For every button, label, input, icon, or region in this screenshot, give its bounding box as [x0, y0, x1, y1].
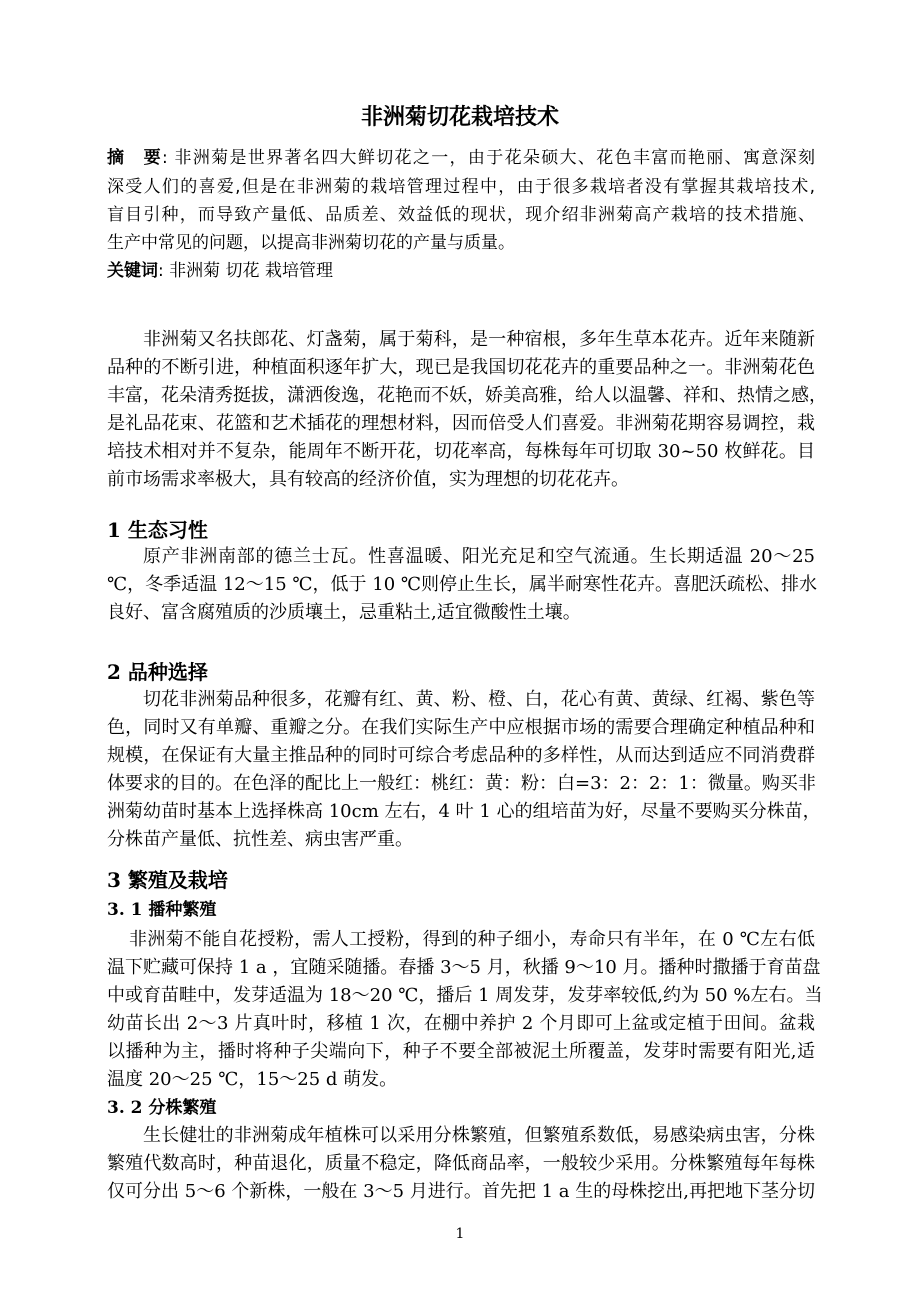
- text-line: 培技术相对并不复杂，能周年不断开花，切花率高，每株每年可切取 30~50 枚鲜花。目: [107, 441, 815, 462]
- keywords-line: 关键词: 非洲菊 切花 栽培管理: [107, 261, 333, 281]
- text-line: 丰富，花朵清秀挺拔，潇洒俊逸，花艳而不妖，娇美高雅，给人以温馨、祥和、热情之感，: [107, 385, 827, 406]
- text-line: 中或育苗畦中，发芽适温为 18～20 ℃，播后 1 周发芽，发芽率较低,约为 50 %左右。当: [107, 985, 823, 1006]
- document-title: 非洲菊切花栽培技术: [360, 105, 559, 130]
- text-line: ℃，冬季适温 12～15 ℃，低于 10 ℃则停止生长，属半耐寒性花卉。喜肥沃疏松、排水: [107, 574, 818, 595]
- section-heading: 1 生态习性: [107, 518, 208, 542]
- abstract-label: 摘 要: [107, 148, 163, 168]
- abstract-line: 盲目引种，而导致产量低、品质差、效益低的现状，现介绍非洲菊高产栽培的技术措施、: [107, 205, 815, 225]
- text-line: 原产非洲南部的德兰士瓦。性喜温暖、阳光充足和空气流通。生长期适温 20～25: [143, 546, 815, 567]
- abstract-line: 深受人们的喜爱,但是在非洲菊的栽培管理过程中，由于很多栽培者没有掌握其栽培技术,: [107, 177, 815, 197]
- text-line: 幼苗长出 2～3 片真叶时，移植 1 次，在棚中养护 2 个月即可上盆或定植于田间。盆栽: [107, 1013, 815, 1034]
- page-number: 1: [455, 1226, 465, 1242]
- text-line: 分株苗产量低、抗性差、病虫害严重。: [107, 829, 413, 850]
- text-line: 洲菊幼苗时基本上选择株高 10cm 左右，4 叶 1 心的组培苗为好，尽量不要购买分株苗，: [107, 801, 821, 822]
- abstract-line: 摘 要: 非洲菊是世界著名四大鲜切花之一，由于花朵硕大、花色丰富而艳丽、寓意深刻: [107, 148, 815, 168]
- abstract-line: 生产中常见的问题，以提高非洲菊切花的产量与质量。: [107, 233, 515, 253]
- text-line: 良好、富含腐殖质的沙质壤土，忌重粘土,适宜微酸性土壤。: [107, 602, 581, 623]
- text-line: 非洲菊不能自花授粉，需人工授粉，得到的种子细小，寿命只有半年，在 0 ℃左右低: [129, 929, 815, 950]
- text-line: 温度 20～25 ℃，15～25 d 萌发。: [107, 1069, 398, 1090]
- subsection-heading: 3. 2 分株繁殖: [107, 1098, 217, 1118]
- text-line: 前市场需求率极大，具有较高的经济价值，实为理想的切花花卉。: [107, 469, 629, 490]
- text-line: 生长健壮的非洲菊成年植株可以采用分株繁殖，但繁殖系数低，易感染病虫害，分株: [143, 1125, 815, 1146]
- text-line: 色，同时又有单瓣、重瓣之分。在我们实际生产中应根据市场的需要合理确定种植品种和: [107, 717, 815, 738]
- text-line: 是礼品花束、花篮和艺术插花的理想材料，因而倍受人们喜爱。非洲菊花期容易调控，栽: [107, 413, 815, 434]
- text-line: 规模，在保证有大量主推品种的同时可综合考虑品种的多样性，从而达到适应不同消费群: [107, 745, 815, 766]
- text-line: 温下贮藏可保持 1 a ，宜随采随播。春播 3～5 月，秋播 9～10 月。播种时撒播于育苗盘: [107, 957, 821, 978]
- section-heading: 2 品种选择: [107, 660, 208, 684]
- text-line: 切花非洲菊品种很多，花瓣有红、黄、粉、橙、白，花心有黄、黄绿、红褐、紫色等: [143, 689, 815, 710]
- keywords-label: 关键词: [107, 261, 158, 281]
- text-line: 繁殖代数高时，种苗退化，质量不稳定，降低商品率，一般较少采用。分株繁殖每年每株: [107, 1153, 815, 1174]
- text-line: 仅可分出 5～6 个新株，一般在 3～5 月进行。首先把 1 a 生的母株挖出,再把地下茎分切: [107, 1181, 815, 1202]
- subsection-heading: 3. 1 播种繁殖: [107, 900, 217, 920]
- text-line: 以播种为主，播时将种子尖端向下，种子不要全部被泥土所覆盖，发芽时需要有阳光,适: [107, 1041, 815, 1062]
- section-heading: 3 繁殖及栽培: [107, 868, 228, 892]
- text-line: 品种的不断引进，种植面积逐年扩大，现已是我国切花花卉的重要品种之一。非洲菊花色: [107, 357, 815, 378]
- text-line: 体要求的目的。在色泽的配比上一般红：桃红：黄：粉：白=3：2：2：1：微量。购买非: [107, 773, 816, 794]
- text-line: 非洲菊又名扶郎花、灯盏菊，属于菊科，是一种宿根，多年生草本花卉。近年来随新: [143, 329, 815, 350]
